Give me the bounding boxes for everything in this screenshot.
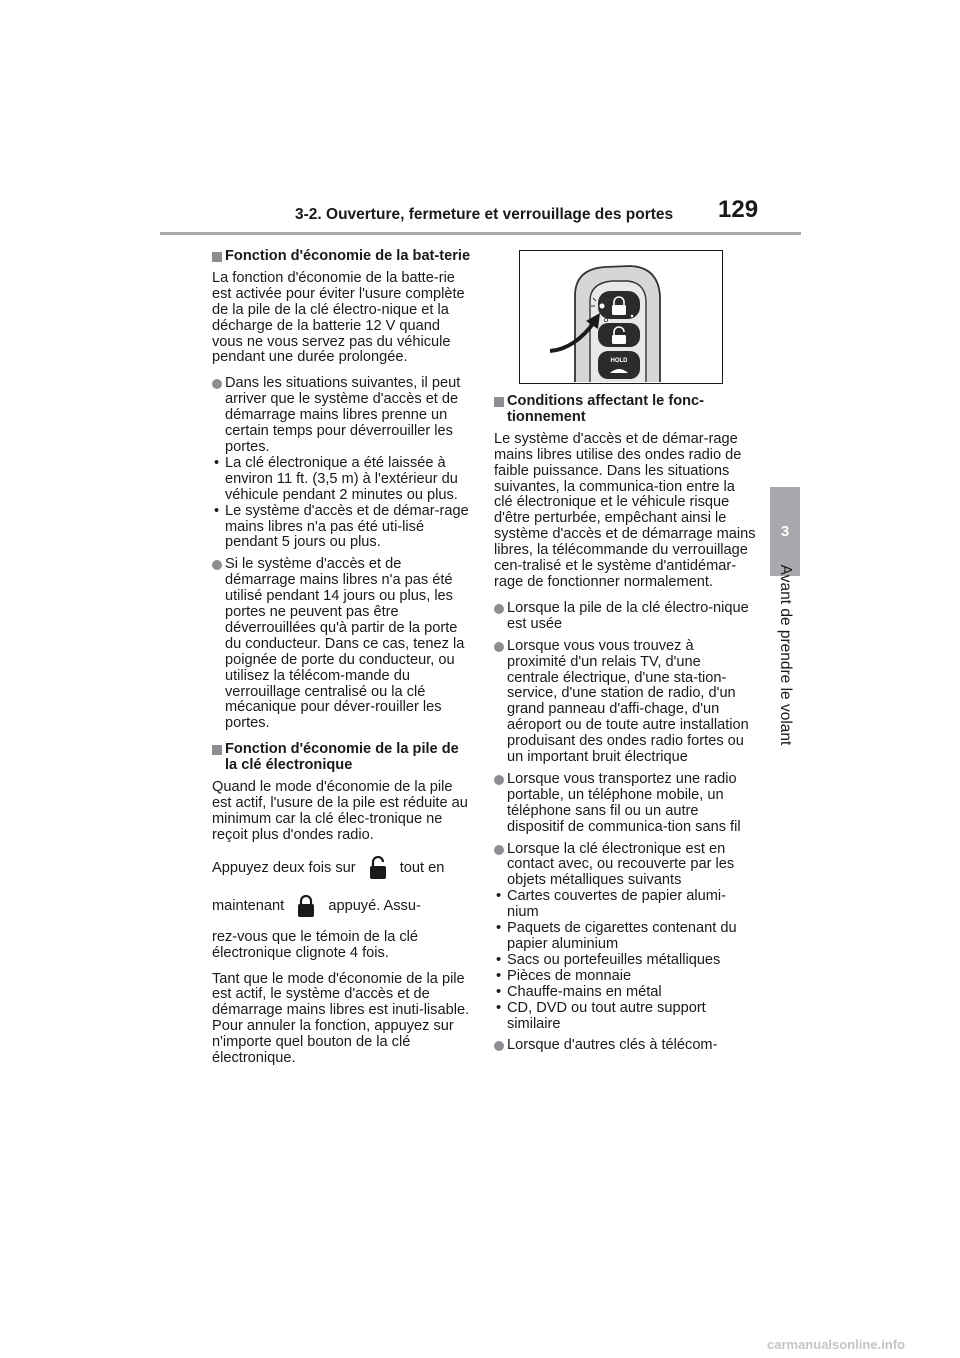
watermark: carmanualsonline.info [767, 1337, 905, 1352]
heading-text: Fonction d'économie de la pile de la clé électronique [225, 741, 459, 774]
key-fob-illustration [519, 250, 723, 384]
sub-item [494, 921, 756, 953]
bullet-text: Lorsque vous vous trouvez à proximité d'un relais TV, d'une centrale électrique, d'une sta-tion-service, d'une station de radio, d'un grand panneau d'affi-chage, d'un aéroport ou de toute autre installation produisant des ondes radio fortes ou un important bruit électrique [507, 637, 749, 766]
sub-item-text: Chauffe-mains en métal [507, 983, 662, 1000]
left-column [212, 249, 474, 1067]
sub-item [494, 969, 756, 985]
bullet-text: Lorsque la clé électronique est en contact avec, ou recouverte par les objets métalliques suivants [507, 840, 735, 889]
sub-item-text: Sacs ou portefeuilles métalliques [507, 951, 721, 968]
sub-item-text: CD, DVD ou tout autre support similaire [507, 999, 706, 1032]
circle-bullet-icon [494, 642, 504, 652]
circle-bullet-icon [494, 845, 504, 855]
paragraph: Tant que le mode d'économie de la pile est actif, le système d'accès et de démarrage mains libres est inuti-lisable. Pour annuler la fonction, appuyez sur n'importe quel bouton de la clé électronique. [212, 970, 470, 1067]
heading-text: Fonction d'économie de la bat-terie [225, 248, 471, 264]
sub-list [494, 889, 756, 1032]
sub-item-text: Cartes couvertes de papier alumi-nium [507, 888, 727, 921]
key-fob-drawing [520, 251, 721, 382]
dot-marker-icon: • [496, 920, 502, 937]
chapter-label: Avant de prendre le volant [777, 564, 794, 746]
square-icon [212, 745, 222, 755]
dot-marker-icon: • [214, 454, 220, 471]
circle-bullet-icon [494, 1041, 504, 1051]
sub-item [494, 1001, 756, 1033]
bullet-text: Lorsque vous transportez une radio portable, un téléphone mobile, un téléphone sans fil ou un autre dispositif de communica-tion sans fil [507, 770, 741, 835]
sub-item-text: La clé électronique a été laissée à environ 11 ft. (3,5 m) à l'extérieur du véhicule pendant 2 minutes ou plus. [225, 454, 458, 503]
paragraph: Quand le mode d'économie de la pile est actif, l'usure de la pile est réduite au minimum car la clé élec-tronique ne reçoit plus d'ondes radio. [212, 779, 468, 843]
unlock-icon [368, 856, 388, 880]
sub-list [212, 456, 474, 551]
page-number: 129 [718, 196, 759, 223]
bullet-text: Dans les situations suivantes, il peut arriver que le système d'accès et de démarrage mains libres prenne un certain temps pour déverrouiller les portes. [225, 375, 461, 455]
icon-line [212, 892, 474, 920]
chapter-tab [770, 487, 800, 576]
dot-marker-icon: • [496, 999, 502, 1016]
sub-item [212, 456, 474, 504]
section-heading [494, 394, 756, 426]
circle-bullet-icon [212, 379, 222, 389]
text-fragment: Appuyez deux fois sur [212, 859, 356, 876]
dot-marker-icon: • [496, 951, 502, 968]
bullet-item [494, 772, 756, 836]
section-heading [212, 742, 474, 774]
circle-bullet-icon [212, 560, 222, 570]
bullet-item [494, 639, 756, 766]
paragraph: La fonction d'économie de la batte-rie est activée pour éviter l'usure complète de la pile de la clé électro-nique et la décharge de la batterie 12 V quand vous ne vous servez pas du véhicule pendant une durée prolongée. [212, 269, 465, 366]
dot-marker-icon: • [496, 888, 502, 905]
bullet-text: Lorsque d'autres clés à télécom- [507, 1037, 718, 1054]
dot-marker-icon: • [214, 502, 220, 519]
dot-marker-icon: • [496, 983, 502, 1000]
text-fragment: tout en [399, 859, 445, 876]
hold-label: HOLD [610, 358, 628, 364]
bullet-item [494, 1038, 756, 1054]
sub-item-text: Paquets de cigarettes contenant du papier aluminium [507, 920, 737, 952]
bullet-item [494, 842, 756, 890]
square-icon [212, 252, 222, 262]
header-rule [160, 232, 801, 235]
chapter-number: 3 [780, 523, 790, 540]
lock-icon [296, 894, 316, 918]
bullet-item [494, 601, 756, 633]
bullet-item [212, 557, 474, 732]
icon-line [212, 854, 474, 882]
sub-item [212, 504, 474, 552]
square-icon [494, 397, 504, 407]
bullet-item [212, 376, 474, 456]
sub-item [494, 985, 756, 1001]
paragraph: Le système d'accès et de démar-rage mains libres utilise des ondes radio de faible puissance. Dans les situations suivantes, la communica-tion entre la clé électronique et le véhicule risque d'être perturbée, empêchant ainsi le système d'accès et de démarrage mains libres, la télécommande du verrouillage cen-tralisé et le système d'antidémar-rage de fonctionner normalement. [494, 430, 756, 590]
dot-marker-icon: • [496, 967, 502, 984]
heading-text: Conditions affectant le fonc-tionnement [507, 393, 705, 425]
circle-bullet-icon [494, 775, 504, 785]
sub-item [494, 889, 756, 921]
bullet-text: Si le système d'accès et de démarrage mains libres n'a pas été utilisé pendant 14 jours ou plus, les portes ne peuvent pas être déverrouillées qu'à partir de la porte du conducteur. Dans ce cas, tenez la poignée de porte du conducteur, ou utilisez la télécom-mande du verrouillage centralisé ou la clé mécanique pour déver-rouiller les portes. [225, 556, 465, 732]
bullet-text: Lorsque la pile de la clé électro-nique est usée [507, 599, 749, 632]
section-heading [212, 249, 474, 265]
section-title: 3-2. Ouverture, fermeture et verrouillage des portes [295, 206, 674, 223]
paragraph: rez-vous que le témoin de la clé électronique clignote 4 fois. [212, 928, 419, 961]
text-fragment: maintenant [212, 897, 285, 914]
sub-item-text: Pièces de monnaie [507, 967, 632, 984]
right-column [494, 394, 756, 1060]
text-fragment: appuyé. Assu- [328, 897, 421, 914]
sub-item-text: Le système d'accès et de démar-rage mains libres n'a pas été uti-lisé pendant 5 jours ou plus. [225, 502, 469, 551]
sub-item [494, 953, 756, 969]
circle-bullet-icon [494, 604, 504, 614]
